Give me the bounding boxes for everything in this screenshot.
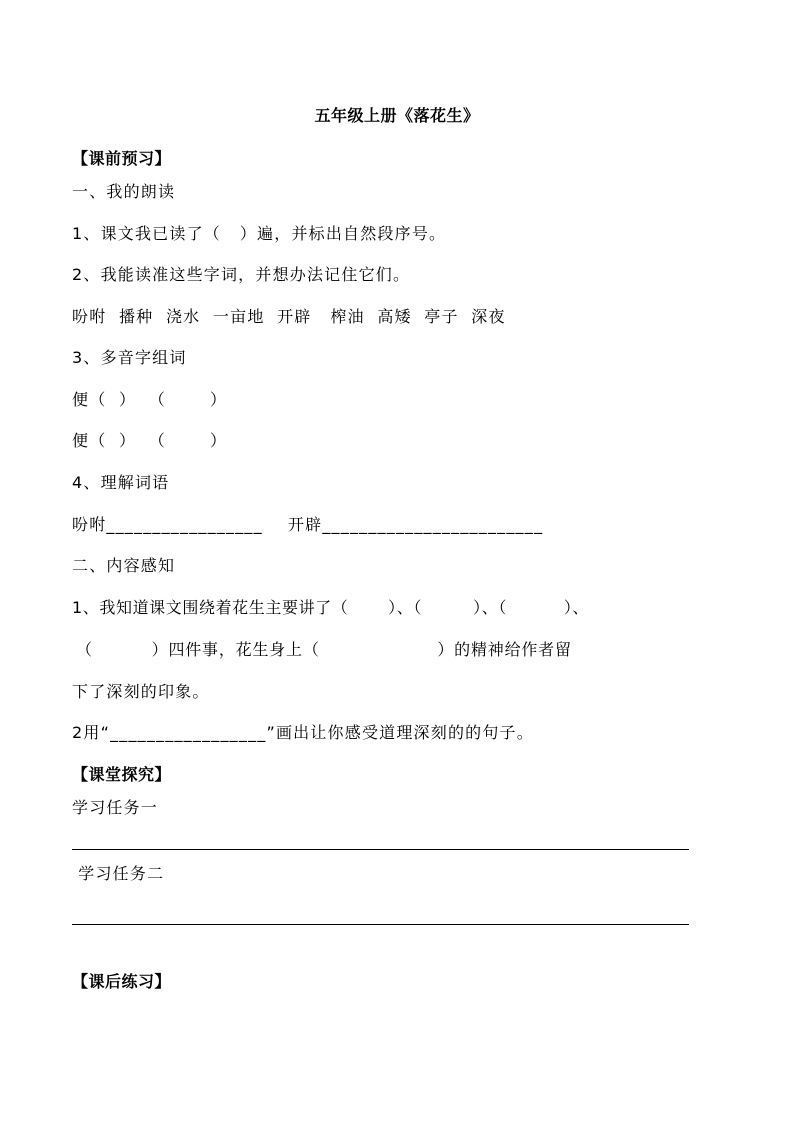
word-list: 吩咐 播种 浇水 一亩地 开辟 榨油 高矮 亭子 深夜: [72, 307, 506, 326]
section-header-classroom: 【课堂探究】: [72, 765, 172, 784]
question-2: 2、我能读准这些字词，并想办法记住它们。: [72, 265, 411, 284]
vocabulary-fill-blanks: 吩咐_________________ 开辟________________________: [72, 515, 544, 534]
page-title: 五年级上册《落花生》: [314, 106, 480, 125]
answer-line-1: [72, 849, 689, 850]
part2-heading: 二、内容感知: [72, 556, 176, 575]
polyphone-row-1: 便（ ） （ ）: [72, 390, 228, 409]
learning-task-2: 学习任务二: [72, 864, 165, 883]
section-header-preview: 【课前预习】: [72, 149, 172, 168]
part1-heading: 一、我的朗读: [72, 182, 176, 201]
question-1: 1、课文我已读了（ ）遍，并标出自然段序号。: [72, 224, 447, 243]
polyphone-row-2: 便（ ） （ ）: [72, 431, 228, 450]
content-question-line-3: 下了深刻的印象。: [72, 682, 210, 701]
question-3: 3、多音字组词: [72, 348, 187, 367]
answer-line-2: [72, 924, 689, 925]
learning-task-1: 学习任务一: [72, 798, 159, 817]
content-question-line-2: （ ）四件事，花生身上（ ）的精神给作者留: [76, 640, 572, 659]
section-header-after-class: 【课后练习】: [72, 972, 172, 991]
content-question-line-4: 2用“_________________”画出让你感受道理深刻的的句子。: [72, 723, 534, 742]
content-question-line-1: 1、我知道课文围绕着花生主要讲了（ ）、（ ）、（ ）、: [72, 598, 590, 617]
question-4: 4、理解词语: [72, 473, 170, 492]
